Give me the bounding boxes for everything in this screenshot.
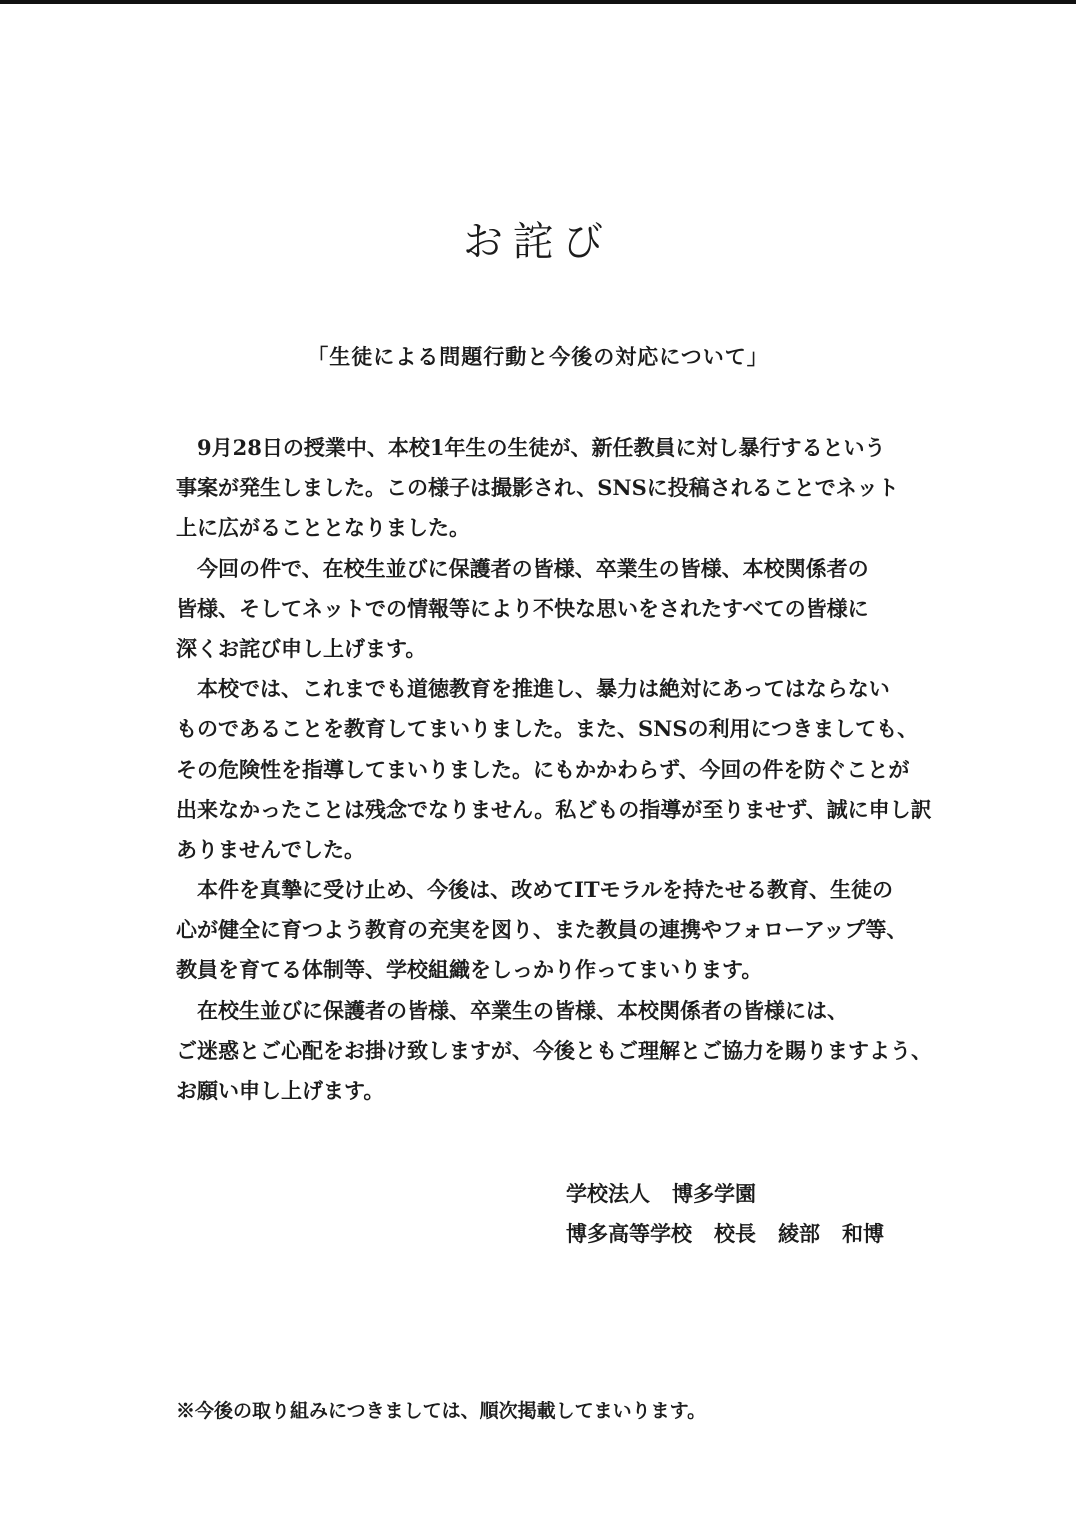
- body-line: 9月28日の授業中、本校1年生の生徒が、新任教員に対し暴行するという: [197, 435, 886, 460]
- body-line: 在校生並びに保護者の皆様、卒業生の皆様、本校関係者の皆様には、: [197, 997, 848, 1023]
- footnote: ※今後の取り組みにつきましては、順次掲載してまいります。: [176, 1400, 707, 1422]
- body-line: 心が健全に育つよう教育の充実を図り、また教員の連携やフォローアップ等、: [176, 917, 908, 943]
- signature-surname: 綾部: [778, 1221, 820, 1246]
- body-line: 教員を育てる体制等、学校組織をしっかり作ってまいります。: [176, 957, 763, 983]
- document-title: お詫び: [463, 218, 613, 265]
- body-line: 皆様、そしてネットでの情報等により不快な思いをされたすべての皆様に: [176, 595, 869, 621]
- signature-line-organization: [566, 1174, 986, 1214]
- body-line: その危険性を指導してまいりました。にもかかわらず、今回の件を防ぐことが: [176, 756, 910, 782]
- body-line: 出来なかったことは残念でなりません。私どもの指導が至りませず、誠に申し訳: [176, 796, 932, 822]
- signature-school: 博多高等学校: [566, 1221, 692, 1246]
- signature-line-principal: [566, 1214, 986, 1254]
- signature-org-name: 博多学園: [672, 1181, 756, 1206]
- apology-body: [176, 428, 932, 1111]
- signature-role: 校長: [714, 1221, 756, 1246]
- signature-org-type: 学校法人: [566, 1181, 650, 1206]
- top-border-rule: [0, 0, 1076, 4]
- body-line: 今回の件で、在校生並びに保護者の皆様、卒業生の皆様、本校関係者の: [197, 555, 869, 581]
- body-line: 事案が発生しました。この様子は撮影され、SNSに投稿されることでネット: [176, 475, 899, 501]
- body-line: ものであることを教育してまいりました。また、SNSの利用につきましても、: [176, 716, 919, 742]
- signature-given-name: 和博: [842, 1221, 884, 1246]
- body-line: お願い申し上げます。: [176, 1078, 385, 1103]
- body-line: 本件を真摯に受け止め、今後は、改めてITモラルを持たせる教育、生徒の: [197, 877, 893, 903]
- body-line: 上に広がることとなりました。: [176, 515, 470, 541]
- body-line: 本校では、これまでも道徳教育を推進し、暴力は絶対にあってはならない: [197, 676, 890, 702]
- body-line: 深くお詫び申し上げます。: [176, 635, 427, 661]
- signature-block: [566, 1174, 986, 1254]
- document-subtitle: 「生徒による問題行動と今後の対応について」: [307, 344, 769, 369]
- body-line: ご迷惑とご心配をお掛け致しますが、今後ともご理解とご協力を賜りますよう、: [176, 1037, 932, 1063]
- body-line: ありませんでした。: [176, 836, 365, 862]
